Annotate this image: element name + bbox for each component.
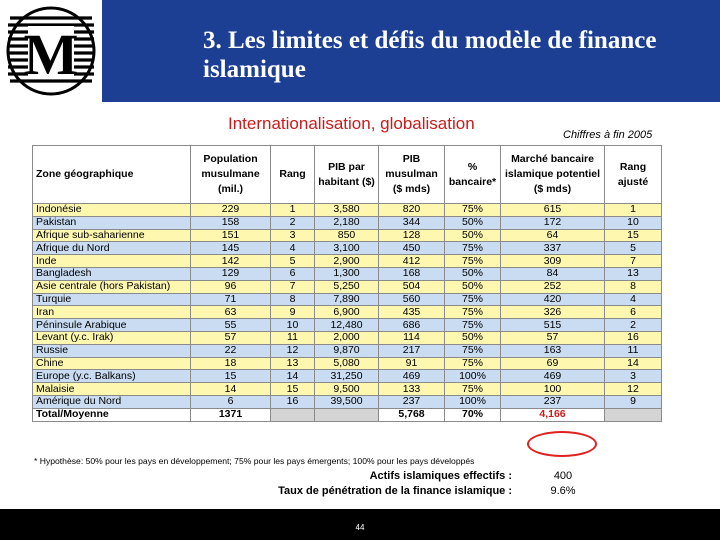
table-cell: 337 — [501, 242, 605, 255]
table-cell: 168 — [379, 267, 445, 280]
table-cell: 4 — [271, 242, 315, 255]
table-cell: 71 — [191, 293, 271, 306]
zone-cell: Malaisie — [33, 383, 191, 396]
table-cell: 9,500 — [315, 383, 379, 396]
table-cell: 5 — [271, 255, 315, 268]
table-cell: 63 — [191, 306, 271, 319]
table-cell: 15 — [605, 229, 662, 242]
table-cell: 16 — [605, 331, 662, 344]
slide-title: 3. Les limites et défis du modèle de finance islamique — [203, 27, 657, 83]
col-header: Population musulmane (mil.) — [191, 146, 271, 204]
logo-emblem-icon — [6, 6, 96, 96]
table-row — [33, 293, 662, 306]
summary-value-actifs: 400 — [553, 470, 573, 482]
table-cell: 75% — [445, 255, 501, 268]
table-cell: 3,580 — [315, 204, 379, 217]
zone-cell: Indonésie — [33, 204, 191, 217]
col-header: % bancaire* — [445, 146, 501, 204]
total-label: Total/Moyenne — [33, 408, 191, 421]
zone-cell: Péninsule Arabique — [33, 319, 191, 332]
table-cell: 84 — [501, 267, 605, 280]
table-cell: 11 — [605, 344, 662, 357]
table-cell: 64 — [501, 229, 605, 242]
table-cell: 50% — [445, 267, 501, 280]
table-cell: 420 — [501, 293, 605, 306]
table-row — [33, 204, 662, 217]
table-cell: 5,080 — [315, 357, 379, 370]
zone-cell: Amérique du Nord — [33, 395, 191, 408]
table-cell: 504 — [379, 280, 445, 293]
table-row — [33, 229, 662, 242]
table-cell — [605, 408, 662, 421]
table-cell: 560 — [379, 293, 445, 306]
table-cell: 31,250 — [315, 370, 379, 383]
table-cell: 7,890 — [315, 293, 379, 306]
table-cell: 6 — [191, 395, 271, 408]
table-cell: 14 — [191, 383, 271, 396]
table-cell: 12 — [605, 383, 662, 396]
table-total-row — [33, 408, 662, 421]
total-market: 4,166 — [501, 408, 605, 421]
table-cell: 16 — [271, 395, 315, 408]
table-row — [33, 306, 662, 319]
table-cell: 3 — [605, 370, 662, 383]
table-cell: 217 — [379, 344, 445, 357]
table-row — [33, 267, 662, 280]
table-cell: 15 — [271, 383, 315, 396]
zone-cell: Inde — [33, 255, 191, 268]
table-cell: 50% — [445, 331, 501, 344]
table-cell: 5 — [605, 242, 662, 255]
zone-cell: Bangladesh — [33, 267, 191, 280]
table-cell: 469 — [379, 370, 445, 383]
zone-cell: Pakistan — [33, 216, 191, 229]
table-cell: 75% — [445, 344, 501, 357]
table-cell: 6,900 — [315, 306, 379, 319]
logo — [0, 0, 102, 102]
table-cell: 7 — [605, 255, 662, 268]
table-cell: 10 — [271, 319, 315, 332]
table-cell: 22 — [191, 344, 271, 357]
zone-cell: Afrique sub-saharienne — [33, 229, 191, 242]
table-row — [33, 370, 662, 383]
table-header-row — [33, 146, 662, 204]
table-cell: 8 — [605, 280, 662, 293]
table-cell: 158 — [191, 216, 271, 229]
table-cell: 1 — [605, 204, 662, 217]
table-cell: 252 — [501, 280, 605, 293]
table-cell: 75% — [445, 357, 501, 370]
dateline: Chiffres à fin 2005 — [563, 129, 653, 141]
table-cell: 96 — [191, 280, 271, 293]
table-cell: 50% — [445, 280, 501, 293]
zone-cell: Chine — [33, 357, 191, 370]
table-cell: 50% — [445, 216, 501, 229]
table-cell: 469 — [501, 370, 605, 383]
table-cell: 39,500 — [315, 395, 379, 408]
table-cell: 2,900 — [315, 255, 379, 268]
zone-cell: Afrique du Nord — [33, 242, 191, 255]
table-cell: 129 — [191, 267, 271, 280]
table-cell: 100 — [501, 383, 605, 396]
table-cell: 6 — [271, 267, 315, 280]
summary-value-taux: 9.6% — [550, 485, 576, 497]
table-cell: 412 — [379, 255, 445, 268]
table-cell: 11 — [271, 331, 315, 344]
table-cell: 1,300 — [315, 267, 379, 280]
table-cell: 237 — [501, 395, 605, 408]
table-row — [33, 357, 662, 370]
table-cell: 13 — [605, 267, 662, 280]
slide-subtitle: Internationalisation, globalisation — [228, 114, 475, 133]
table-cell: 57 — [191, 331, 271, 344]
table-cell: 75% — [445, 383, 501, 396]
table-cell: 2,000 — [315, 331, 379, 344]
table-cell: 50% — [445, 229, 501, 242]
table-cell: 100% — [445, 395, 501, 408]
zone-cell: Europe (y.c. Balkans) — [33, 370, 191, 383]
table-cell: 75% — [445, 319, 501, 332]
table-cell: 172 — [501, 216, 605, 229]
table-cell: 3 — [271, 229, 315, 242]
summary-label-actifs: Actifs islamiques effectifs : — [369, 470, 512, 482]
table-cell: 820 — [379, 204, 445, 217]
table-cell: 7 — [271, 280, 315, 293]
table-cell: 2 — [605, 319, 662, 332]
table-cell: 13 — [271, 357, 315, 370]
col-header: Rang ajusté — [605, 146, 662, 204]
zone-cell: Turquie — [33, 293, 191, 306]
table-cell: 75% — [445, 242, 501, 255]
table-cell: 237 — [379, 395, 445, 408]
table-cell: 114 — [379, 331, 445, 344]
table-cell: 145 — [191, 242, 271, 255]
highlight-circle — [527, 431, 597, 457]
summary-label-taux: Taux de pénétration de la finance islamique : — [278, 485, 512, 497]
table-cell — [271, 408, 315, 421]
table-cell: 3,100 — [315, 242, 379, 255]
table-cell: 850 — [315, 229, 379, 242]
table-cell: 55 — [191, 319, 271, 332]
zone-cell: Russie — [33, 344, 191, 357]
table-cell: 2,180 — [315, 216, 379, 229]
table-cell: 8 — [271, 293, 315, 306]
table-cell: 128 — [379, 229, 445, 242]
data-table — [32, 145, 662, 422]
table-cell: 686 — [379, 319, 445, 332]
table-row — [33, 383, 662, 396]
table-row — [33, 344, 662, 357]
table-cell: 9 — [605, 395, 662, 408]
table-cell: 75% — [445, 306, 501, 319]
total-population: 1371 — [191, 408, 271, 421]
table-cell: 151 — [191, 229, 271, 242]
col-header: Marché bancaire islamique potentiel ($ mds) — [501, 146, 605, 204]
table-cell: 10 — [605, 216, 662, 229]
table-cell: 9,870 — [315, 344, 379, 357]
table-cell: 57 — [501, 331, 605, 344]
footnote: * Hypothèse: 50% pour les pays en développement; 75% pour les pays émergents; 100% pour les pays développés — [34, 456, 475, 466]
table-cell: 69 — [501, 357, 605, 370]
table-cell: 615 — [501, 204, 605, 217]
table-cell: 229 — [191, 204, 271, 217]
table-cell: 6 — [605, 306, 662, 319]
table-row — [33, 280, 662, 293]
table-cell: 326 — [501, 306, 605, 319]
table-cell: 100% — [445, 370, 501, 383]
total-pct: 70% — [445, 408, 501, 421]
table-row — [33, 319, 662, 332]
table-cell: 15 — [191, 370, 271, 383]
table-row — [33, 255, 662, 268]
table-cell: 75% — [445, 204, 501, 217]
table-row — [33, 242, 662, 255]
total-pib: 5,768 — [379, 408, 445, 421]
col-header: PIB par habitant ($) — [315, 146, 379, 204]
table-cell: 133 — [379, 383, 445, 396]
logo-letter: M — [23, 22, 79, 87]
table-cell: 163 — [501, 344, 605, 357]
table-cell: 1 — [271, 204, 315, 217]
table-cell: 18 — [191, 357, 271, 370]
table-cell: 75% — [445, 293, 501, 306]
table-row — [33, 216, 662, 229]
table-cell: 12,480 — [315, 319, 379, 332]
col-header: Zone géographique — [33, 146, 191, 204]
table-cell: 5,250 — [315, 280, 379, 293]
table-row — [33, 331, 662, 344]
col-header: PIB musulman ($ mds) — [379, 146, 445, 204]
table-cell: 515 — [501, 319, 605, 332]
zone-cell: Levant (y.c. Irak) — [33, 331, 191, 344]
table-cell: 14 — [271, 370, 315, 383]
table-cell: 344 — [379, 216, 445, 229]
table-cell: 4 — [605, 293, 662, 306]
page-number: 44 — [355, 523, 365, 532]
table-cell: 2 — [271, 216, 315, 229]
table-cell — [315, 408, 379, 421]
table-cell: 450 — [379, 242, 445, 255]
table-cell: 309 — [501, 255, 605, 268]
table-cell: 91 — [379, 357, 445, 370]
table-cell: 435 — [379, 306, 445, 319]
table-cell: 9 — [271, 306, 315, 319]
table-cell: 142 — [191, 255, 271, 268]
zone-cell: Asie centrale (hors Pakistan) — [33, 280, 191, 293]
table-row — [33, 395, 662, 408]
table-cell: 14 — [605, 357, 662, 370]
zone-cell: Iran — [33, 306, 191, 319]
col-header: Rang — [271, 146, 315, 204]
table-cell: 12 — [271, 344, 315, 357]
